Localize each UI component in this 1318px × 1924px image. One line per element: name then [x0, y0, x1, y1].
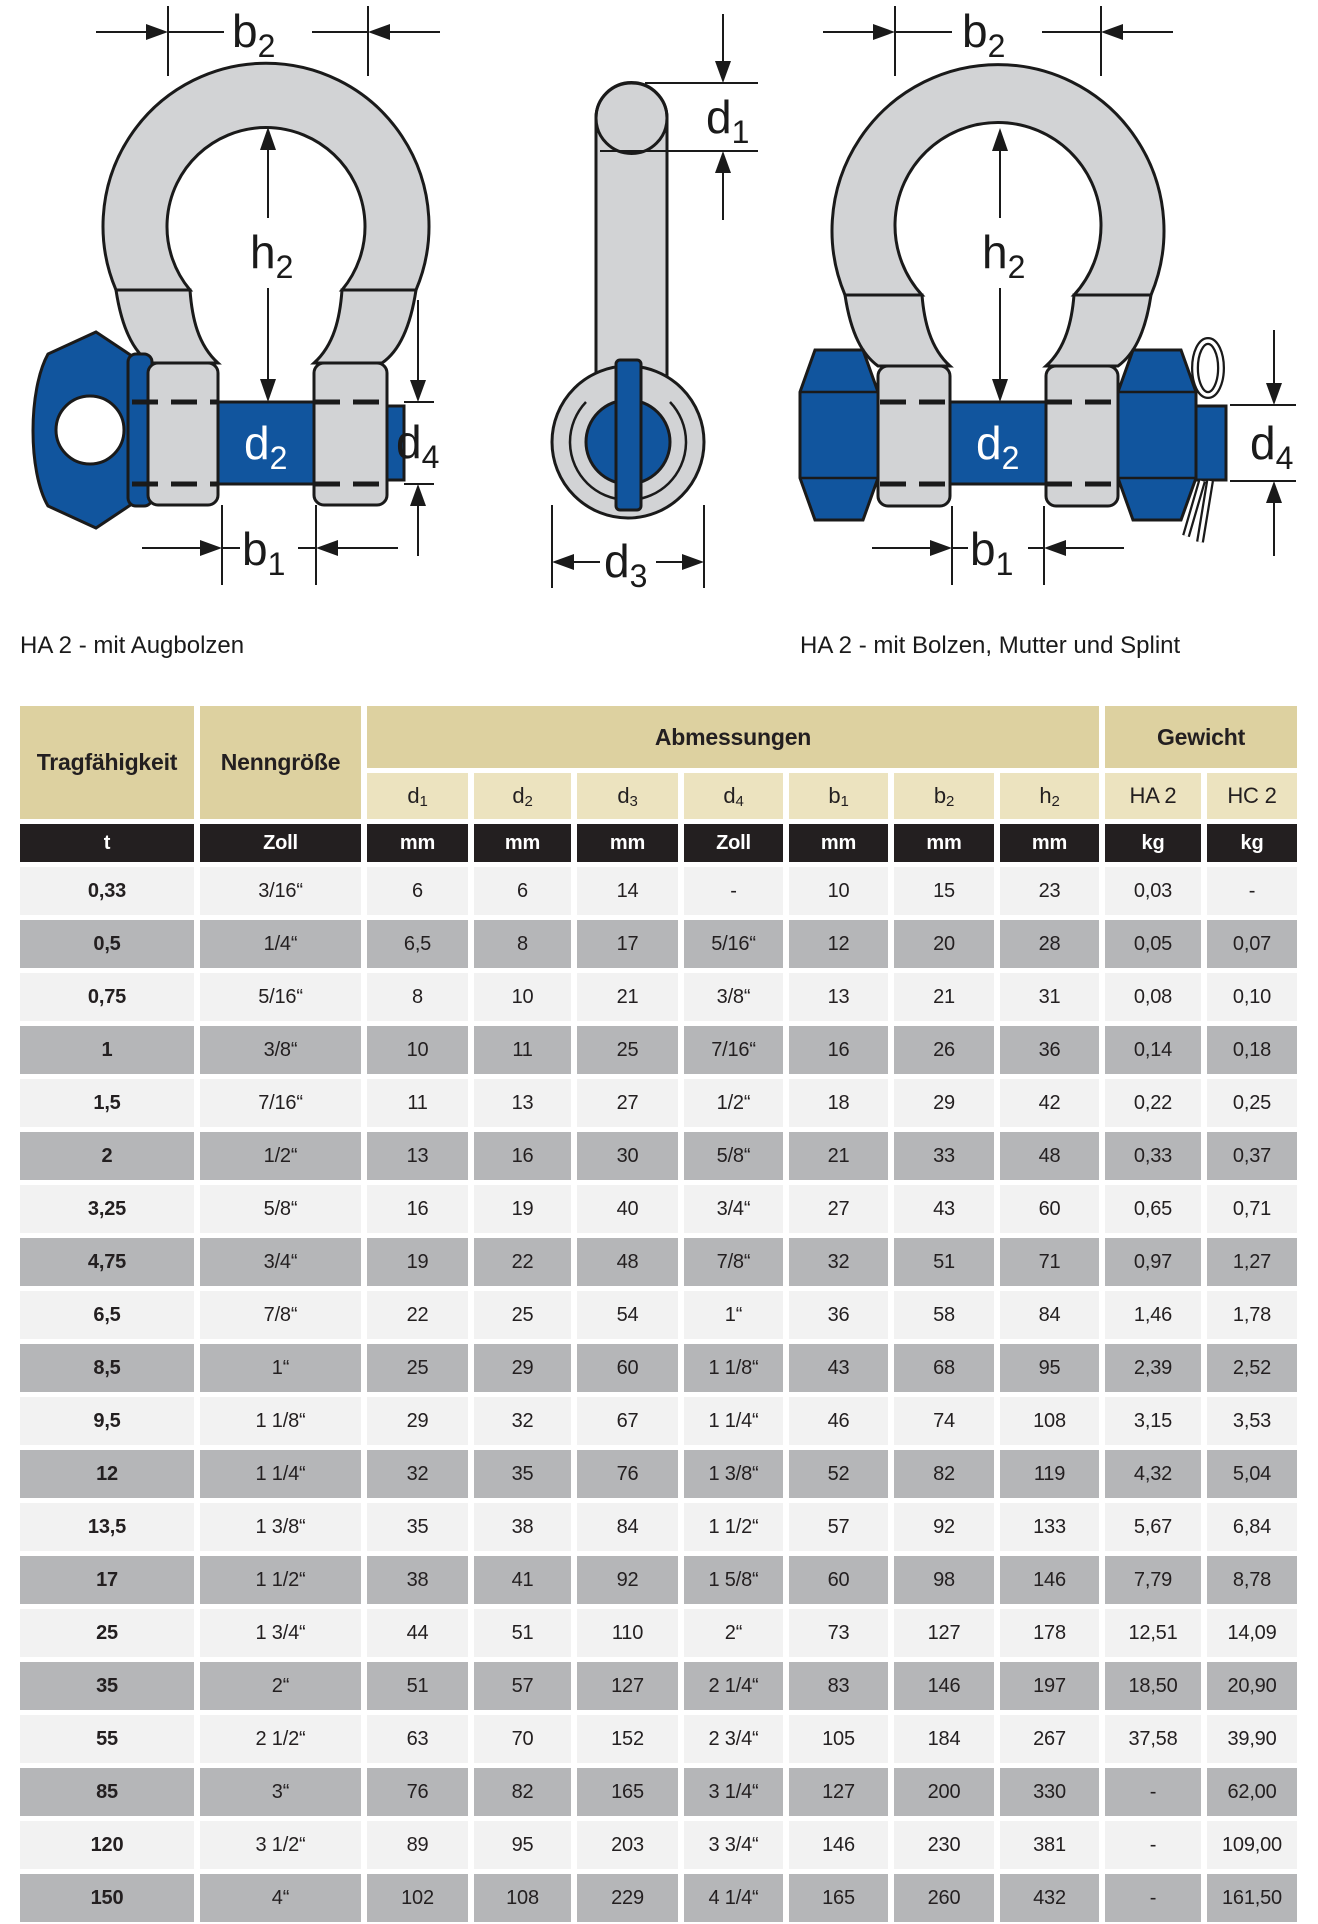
right-shackle-drawing — [800, 5, 1296, 585]
data-cell: 0,71 — [1207, 1185, 1297, 1233]
label-d4: $d_4$ — [1250, 417, 1294, 476]
data-cell: 14,09 — [1207, 1609, 1297, 1657]
data-cell: 51 — [894, 1238, 994, 1286]
data-cell: 25 — [577, 1026, 678, 1074]
data-cell: 1 5/8“ — [684, 1556, 783, 1604]
data-cell: 197 — [1000, 1662, 1099, 1710]
data-cell: 32 — [474, 1397, 571, 1445]
data-cell: 57 — [474, 1662, 571, 1710]
data-cell: 3/8“ — [684, 973, 783, 1021]
data-cell: 16 — [474, 1132, 571, 1180]
data-cell: 60 — [789, 1556, 888, 1604]
data-cell: 6,5 — [20, 1291, 194, 1339]
data-cell: 71 — [1000, 1238, 1099, 1286]
data-cell: 1 1/2“ — [684, 1503, 783, 1551]
data-cell: 102 — [367, 1874, 468, 1922]
data-cell: 30 — [577, 1132, 678, 1180]
data-cell: 1 — [20, 1026, 194, 1074]
data-cell: 18 — [789, 1079, 888, 1127]
data-cell: 184 — [894, 1715, 994, 1763]
data-cell: 1/2“ — [200, 1132, 361, 1180]
subheader-col-4 — [474, 773, 571, 819]
data-cell: 1,5 — [20, 1079, 194, 1127]
data-cell: 29 — [367, 1397, 468, 1445]
subheader-col-9 — [1000, 773, 1099, 819]
data-cell: 16 — [367, 1185, 468, 1233]
data-cell: 19 — [474, 1185, 571, 1233]
data-cell: 4,75 — [20, 1238, 194, 1286]
subheader-base: h — [1039, 783, 1052, 808]
data-cell: 5,04 — [1207, 1450, 1297, 1498]
label-d2: $d_2$ — [976, 417, 1020, 476]
subheader-base: d — [617, 783, 630, 808]
data-cell: 70 — [474, 1715, 571, 1763]
data-cell: 76 — [367, 1768, 468, 1816]
data-cell: 2 — [20, 1132, 194, 1180]
data-cell: 0,33 — [1105, 1132, 1201, 1180]
data-cell: 25 — [20, 1609, 194, 1657]
data-cell: 1 1/4“ — [200, 1450, 361, 1498]
data-cell: - — [684, 867, 783, 915]
data-cell: 1 3/8“ — [684, 1450, 783, 1498]
data-cell: 7/16“ — [200, 1079, 361, 1127]
data-cell: 0,75 — [20, 973, 194, 1021]
data-cell: 48 — [1000, 1132, 1099, 1180]
data-cell: 16 — [789, 1026, 888, 1074]
data-cell: 119 — [1000, 1450, 1099, 1498]
data-cell: 0,10 — [1207, 973, 1297, 1021]
data-cell: 82 — [894, 1450, 994, 1498]
units-cell: mm — [894, 824, 994, 862]
data-cell: 3,25 — [20, 1185, 194, 1233]
data-cell: 6 — [367, 867, 468, 915]
data-cell: 5/16“ — [684, 920, 783, 968]
data-cell: 146 — [894, 1662, 994, 1710]
data-cell: 127 — [789, 1768, 888, 1816]
data-cell: 74 — [894, 1397, 994, 1445]
data-cell: 5/16“ — [200, 973, 361, 1021]
data-cell: 7/8“ — [684, 1238, 783, 1286]
data-cell: 38 — [474, 1503, 571, 1551]
data-cell: 21 — [894, 973, 994, 1021]
units-cell: Zoll — [684, 824, 783, 862]
data-cell: 8 — [367, 973, 468, 1021]
data-cell: 3 1/4“ — [684, 1768, 783, 1816]
data-cell: 43 — [789, 1344, 888, 1392]
data-cell: 31 — [1000, 973, 1099, 1021]
data-cell: 267 — [1000, 1715, 1099, 1763]
subheader-col-11 — [1207, 773, 1297, 819]
data-cell: 3 1/2“ — [200, 1821, 361, 1869]
data-cell: 25 — [367, 1344, 468, 1392]
data-cell: 381 — [1000, 1821, 1099, 1869]
data-cell: 0,05 — [1105, 920, 1201, 968]
data-cell: 1 3/8“ — [200, 1503, 361, 1551]
subheader-subscript: 1 — [840, 792, 849, 810]
data-cell: 3,53 — [1207, 1397, 1297, 1445]
data-cell: 10 — [474, 973, 571, 1021]
data-cell: 1/4“ — [200, 920, 361, 968]
subheader-subscript: 4 — [735, 792, 744, 810]
data-cell: 7,79 — [1105, 1556, 1201, 1604]
units-cell: mm — [789, 824, 888, 862]
data-cell: 95 — [474, 1821, 571, 1869]
header-abmessungen: Abmessungen — [367, 706, 1099, 768]
data-cell: 6,84 — [1207, 1503, 1297, 1551]
subheader-subscript: 2 — [524, 792, 533, 810]
data-cell: 20 — [894, 920, 994, 968]
data-cell: 92 — [894, 1503, 994, 1551]
data-cell: 35 — [474, 1450, 571, 1498]
data-cell: 36 — [789, 1291, 888, 1339]
data-cell: 12 — [789, 920, 888, 968]
data-cell: 0,14 — [1105, 1026, 1201, 1074]
data-cell: 76 — [577, 1450, 678, 1498]
data-cell: 4 1/4“ — [684, 1874, 783, 1922]
label-d3: $d_3$ — [604, 535, 648, 594]
data-cell: 2“ — [684, 1609, 783, 1657]
data-cell: 8 — [474, 920, 571, 968]
units-cell: mm — [367, 824, 468, 862]
data-cell: 11 — [367, 1079, 468, 1127]
data-cell: 17 — [577, 920, 678, 968]
data-cell: 60 — [577, 1344, 678, 1392]
data-cell: 13,5 — [20, 1503, 194, 1551]
data-cell: 1 1/2“ — [200, 1556, 361, 1604]
data-cell: 48 — [577, 1238, 678, 1286]
label-h2: $h_2$ — [982, 226, 1026, 285]
subheader-col-7 — [789, 773, 888, 819]
data-cell: 6 — [474, 867, 571, 915]
data-cell: 13 — [789, 973, 888, 1021]
label-b1: $b_1$ — [242, 523, 286, 582]
data-cell: 1“ — [684, 1291, 783, 1339]
data-cell: 146 — [1000, 1556, 1099, 1604]
data-cell: 17 — [20, 1556, 194, 1604]
data-cell: 165 — [577, 1768, 678, 1816]
bolt-head — [800, 350, 878, 520]
data-cell: 21 — [789, 1132, 888, 1180]
header-nenngroesse: Nenngröße — [200, 706, 361, 819]
data-cell: 43 — [894, 1185, 994, 1233]
data-cell: 41 — [474, 1556, 571, 1604]
data-cell: 1/2“ — [684, 1079, 783, 1127]
subheader-col-3 — [367, 773, 468, 819]
left-drawing-caption: HA 2 - mit Augbolzen — [20, 632, 245, 659]
data-cell: 92 — [577, 1556, 678, 1604]
header-gewicht: Gewicht — [1105, 706, 1297, 768]
data-cell: 27 — [577, 1079, 678, 1127]
data-cell: 133 — [1000, 1503, 1099, 1551]
data-cell: 12 — [20, 1450, 194, 1498]
data-cell: - — [1105, 1874, 1201, 1922]
data-cell: 7/8“ — [200, 1291, 361, 1339]
data-cell: 165 — [789, 1874, 888, 1922]
technical-drawings — [0, 0, 1318, 672]
data-cell: 35 — [20, 1662, 194, 1710]
data-cell: 0,33 — [20, 867, 194, 915]
dimension-d4 — [1230, 330, 1296, 556]
subheader-base: HC 2 — [1227, 783, 1277, 808]
label-d1: $d_1$ — [706, 91, 750, 150]
data-cell: 3/16“ — [200, 867, 361, 915]
data-cell: 5/8“ — [684, 1132, 783, 1180]
data-cell: 9,5 — [20, 1397, 194, 1445]
data-cell: 2 1/2“ — [200, 1715, 361, 1763]
data-cell: 5/8“ — [200, 1185, 361, 1233]
data-cell: 2“ — [200, 1662, 361, 1710]
data-cell: 1,46 — [1105, 1291, 1201, 1339]
data-cell: 0,5 — [20, 920, 194, 968]
data-cell: 83 — [789, 1662, 888, 1710]
data-cell: 3,15 — [1105, 1397, 1201, 1445]
data-cell: 1 3/4“ — [200, 1609, 361, 1657]
data-cell: 28 — [1000, 920, 1099, 968]
subheader-base: b — [828, 783, 841, 808]
data-cell: 8,78 — [1207, 1556, 1297, 1604]
units-cell: Zoll — [200, 824, 361, 862]
data-cell: 4“ — [200, 1874, 361, 1922]
data-cell: - — [1207, 867, 1297, 915]
data-cell: 37,58 — [1105, 1715, 1201, 1763]
subheader-subscript: 2 — [945, 792, 955, 810]
data-cell: 11 — [474, 1026, 571, 1074]
data-cell: 89 — [367, 1821, 468, 1869]
data-cell: 46 — [789, 1397, 888, 1445]
subheader-col-5 — [577, 773, 678, 819]
data-cell: 51 — [367, 1662, 468, 1710]
data-cell: 84 — [1000, 1291, 1099, 1339]
subheader-subscript: 2 — [1051, 792, 1060, 810]
data-cell: 432 — [1000, 1874, 1099, 1922]
data-cell: 0,22 — [1105, 1079, 1201, 1127]
data-cell: 85 — [20, 1768, 194, 1816]
data-cell: 13 — [474, 1079, 571, 1127]
units-cell: kg — [1207, 824, 1297, 862]
label-b2: $b_2$ — [962, 5, 1006, 64]
data-cell: 68 — [894, 1344, 994, 1392]
data-cell: 54 — [577, 1291, 678, 1339]
units-cell: t — [20, 824, 194, 862]
data-cell: 229 — [577, 1874, 678, 1922]
data-cell: 39,90 — [1207, 1715, 1297, 1763]
header-tragfaehigkeit: Tragfähigkeit — [20, 706, 194, 819]
data-cell: 10 — [789, 867, 888, 915]
right-drawing-caption: HA 2 - mit Bolzen, Mutter und Splint — [800, 632, 1181, 659]
data-cell: - — [1105, 1768, 1201, 1816]
side-view-drawing — [552, 14, 758, 594]
data-cell: 0,03 — [1105, 867, 1201, 915]
units-cell: mm — [577, 824, 678, 862]
data-cell: 3“ — [200, 1768, 361, 1816]
data-cell: 95 — [1000, 1344, 1099, 1392]
subheader-col-6 — [684, 773, 783, 819]
data-cell: 260 — [894, 1874, 994, 1922]
data-cell: 2 1/4“ — [684, 1662, 783, 1710]
data-cell: 0,65 — [1105, 1185, 1201, 1233]
data-cell: 62,00 — [1207, 1768, 1297, 1816]
data-cell: 22 — [474, 1238, 571, 1286]
data-cell: 1,78 — [1207, 1291, 1297, 1339]
data-cell: 38 — [367, 1556, 468, 1604]
data-cell: 73 — [789, 1609, 888, 1657]
units-cell: kg — [1105, 824, 1201, 862]
data-cell: 23 — [1000, 867, 1099, 915]
data-cell: 178 — [1000, 1609, 1099, 1657]
data-cell: 1 1/4“ — [684, 1397, 783, 1445]
data-cell: 10 — [367, 1026, 468, 1074]
data-cell: 29 — [474, 1344, 571, 1392]
data-cell: 33 — [894, 1132, 994, 1180]
data-cell: 2,52 — [1207, 1344, 1297, 1392]
data-cell: 230 — [894, 1821, 994, 1869]
data-cell: 161,50 — [1207, 1874, 1297, 1922]
data-cell: 7/16“ — [684, 1026, 783, 1074]
data-cell: 36 — [1000, 1026, 1099, 1074]
data-cell: 0,18 — [1207, 1026, 1297, 1074]
data-cell: 2,39 — [1105, 1344, 1201, 1392]
data-cell: 12,51 — [1105, 1609, 1201, 1657]
data-cell: 27 — [789, 1185, 888, 1233]
data-cell: 3 3/4“ — [684, 1821, 783, 1869]
label-b2: $b_2$ — [232, 5, 276, 64]
data-cell: 63 — [367, 1715, 468, 1763]
data-cell: 84 — [577, 1503, 678, 1551]
data-cell: 4,32 — [1105, 1450, 1201, 1498]
data-cell: 200 — [894, 1768, 994, 1816]
data-cell: 20,90 — [1207, 1662, 1297, 1710]
data-cell: 3/4“ — [200, 1238, 361, 1286]
data-cell: 21 — [577, 973, 678, 1021]
data-cell: 51 — [474, 1609, 571, 1657]
data-cell: 127 — [894, 1609, 994, 1657]
data-cell: 40 — [577, 1185, 678, 1233]
label-h2: $h_2$ — [250, 226, 294, 285]
data-cell: 8,5 — [20, 1344, 194, 1392]
dimension-h2 — [982, 128, 1025, 402]
data-cell: 110 — [577, 1609, 678, 1657]
data-cell: 60 — [1000, 1185, 1099, 1233]
data-cell: 6,5 — [367, 920, 468, 968]
eye-hole — [56, 396, 124, 464]
data-cell: 25 — [474, 1291, 571, 1339]
label-d4: $d_4$ — [396, 416, 440, 475]
label-d2: $d_2$ — [244, 417, 288, 476]
data-cell: 0,07 — [1207, 920, 1297, 968]
data-cell: 55 — [20, 1715, 194, 1763]
data-cell: 146 — [789, 1821, 888, 1869]
data-cell: 14 — [577, 867, 678, 915]
data-cell: 1,27 — [1207, 1238, 1297, 1286]
data-cell: 108 — [1000, 1397, 1099, 1445]
data-cell: 127 — [577, 1662, 678, 1710]
data-cell: 42 — [1000, 1079, 1099, 1127]
data-cell: 120 — [20, 1821, 194, 1869]
subheader-base: d — [512, 783, 525, 808]
data-cell: 203 — [577, 1821, 678, 1869]
data-cell: 1 1/8“ — [200, 1397, 361, 1445]
data-cell: 105 — [789, 1715, 888, 1763]
data-cell: 1 1/8“ — [684, 1344, 783, 1392]
data-cell: 18,50 — [1105, 1662, 1201, 1710]
data-cell: 0,08 — [1105, 973, 1201, 1021]
data-cell: 98 — [894, 1556, 994, 1604]
data-cell: 3/8“ — [200, 1026, 361, 1074]
left-shackle-drawing — [33, 5, 440, 585]
data-cell: 57 — [789, 1503, 888, 1551]
data-cell: 29 — [894, 1079, 994, 1127]
subheader-col-8 — [894, 773, 994, 819]
subheader-base: d — [723, 783, 736, 808]
data-cell: 108 — [474, 1874, 571, 1922]
data-cell: 5,67 — [1105, 1503, 1201, 1551]
data-cell: 32 — [789, 1238, 888, 1286]
dimension-b1 — [142, 505, 398, 585]
data-cell: 58 — [894, 1291, 994, 1339]
data-cell: 3/4“ — [684, 1185, 783, 1233]
data-cell: 0,25 — [1207, 1079, 1297, 1127]
subheader-subscript: 1 — [419, 792, 428, 810]
dimension-h2 — [250, 127, 293, 402]
units-cell: mm — [1000, 824, 1099, 862]
data-cell: 1“ — [200, 1344, 361, 1392]
data-cell: 22 — [367, 1291, 468, 1339]
subheader-base: b — [933, 783, 946, 808]
data-cell: 152 — [577, 1715, 678, 1763]
data-cell: 13 — [367, 1132, 468, 1180]
nut — [1118, 350, 1196, 520]
data-cell: 0,37 — [1207, 1132, 1297, 1180]
data-cell: 2 3/4“ — [684, 1715, 783, 1763]
units-cell: mm — [474, 824, 571, 862]
subheader-col-10 — [1105, 773, 1201, 819]
data-cell: 35 — [367, 1503, 468, 1551]
data-cell: 32 — [367, 1450, 468, 1498]
label-b1: $b_1$ — [970, 523, 1014, 582]
subheader-base: HA 2 — [1129, 783, 1177, 808]
data-cell: 150 — [20, 1874, 194, 1922]
data-cell: 330 — [1000, 1768, 1099, 1816]
dimension-b1 — [872, 506, 1124, 585]
data-cell: 44 — [367, 1609, 468, 1657]
data-cell: 19 — [367, 1238, 468, 1286]
data-cell: 15 — [894, 867, 994, 915]
data-cell: 109,00 — [1207, 1821, 1297, 1869]
data-cell: 26 — [894, 1026, 994, 1074]
dimensions-table — [20, 706, 1297, 1922]
subheader-subscript: 3 — [629, 792, 638, 810]
subheader-base: d — [407, 783, 420, 808]
data-cell: 52 — [789, 1450, 888, 1498]
data-cell: 0,97 — [1105, 1238, 1201, 1286]
data-cell: 67 — [577, 1397, 678, 1445]
data-cell: - — [1105, 1821, 1201, 1869]
data-cell: 82 — [474, 1768, 571, 1816]
